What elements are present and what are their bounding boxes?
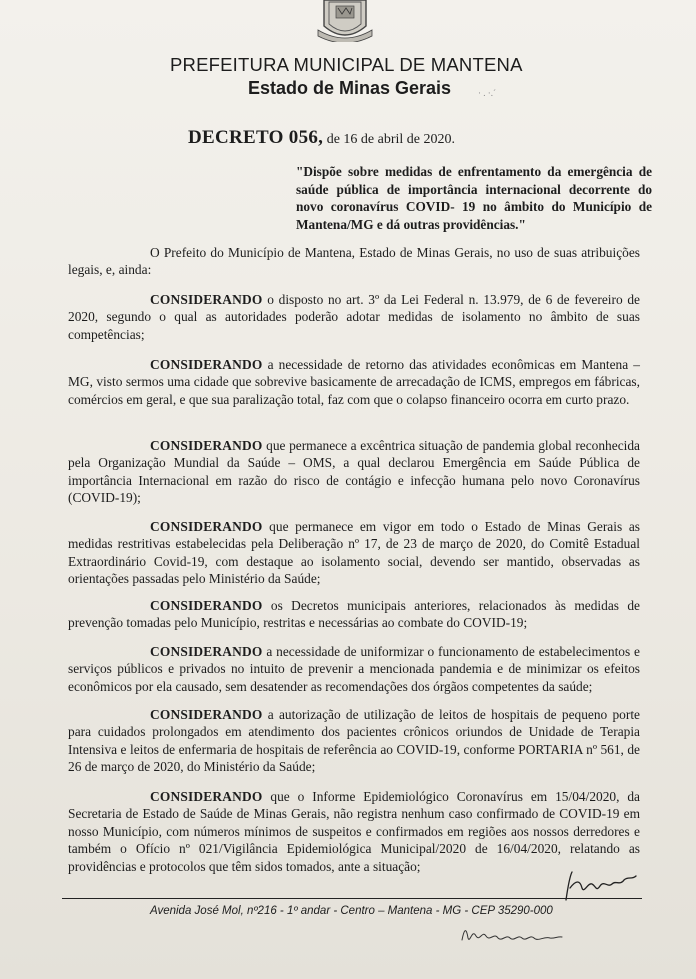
considerando-text: a autorização de utilização de leitos de hospitais de pequeno porte para cuidados prolongados em atendimento dos pacientes crônicos oriundos de Unidade de Terapia Intensiva e leitos de enfermaria de hospitais de referência ao COVID-19, conforme PORTARIA nº 561, de 26 de março de 2020, do Ministério da Saúde; — [68, 707, 640, 775]
considerando-text: os Decretos municipais anteriores, relacionados às medidas de prevenção tomadas pelo Município, restritas e necessárias ao combate do COVID-19; — [68, 598, 640, 631]
footer-divider — [62, 898, 642, 899]
considerando-6 — [68, 643, 640, 695]
considerando-8 — [68, 788, 640, 875]
considerando-label: CONSIDERANDO — [150, 357, 263, 372]
municipal-coat-of-arms — [316, 0, 374, 42]
considerando-3 — [68, 437, 640, 507]
considerando-text: que permanece em vigor em todo o Estado de Minas Gerais as medidas restritivas estabelecidas pela Deliberação nº 17, de 23 de março de 2020, do Comitê Estadual Extraordinário Covid-19, com destaque ao isolamento social, devendo ser mantido, observadas as orientações passadas pelo Ministério da Saúde; — [68, 519, 640, 587]
footer-address: Avenida José Mol, nº216 - 1º andar - Centro – Mantena - MG - CEP 35290-000 — [150, 905, 553, 917]
considerando-text: que permanece a excêntrica situação de pandemia global reconhecida pela Organização Mundial da Saúde – OMS, a qual declarou Emergência em Saúde Pública de importância Internacional em razão do risco de contágio e infecção humana pelo novo Coronavírus (COVID-19); — [68, 438, 640, 506]
considerando-text: a necessidade de retorno das atividades econômicas em Mantena – MG, visto sermos uma cidade que sobrevive basicamente de arrecadação de ICMS, empregos em fábricas, comércios em geral, e que sua paralização total, faz com que o colapso financeiro ocorra em curto prazo. — [68, 357, 640, 407]
decree-title — [188, 127, 455, 149]
considerando-label: CONSIDERANDO — [150, 789, 263, 804]
considerando-label: CONSIDERANDO — [150, 598, 263, 613]
considerando-text: o disposto no art. 3º da Lei Federal n. 13.979, de 6 de fevereiro de 2020, segundo o qual as autoridades poderão adotar medidas de isolamento no âmbito de suas competências; — [68, 292, 640, 342]
scan-speckle: · . ·.´ — [478, 88, 496, 98]
preamble: O Prefeito do Município de Mantena, Estado de Minas Gerais, no uso de suas atribuições legais, e, ainda: — [68, 245, 640, 278]
considerando-1 — [68, 291, 640, 343]
considerando-label: CONSIDERANDO — [150, 519, 263, 534]
considerando-label: CONSIDERANDO — [150, 438, 263, 453]
considerando-label: CONSIDERANDO — [150, 707, 263, 722]
considerando-4 — [68, 518, 640, 588]
decree-summary: "Dispõe sobre medidas de enfrentamento da emergência de saúde pública de importância internacional decorrente do novo coronavírus COVID- 19 no âmbito do Município de Mantena/MG e dá outras providências." — [296, 164, 652, 232]
handwritten-initials — [458, 920, 568, 948]
organization-name: PREFEITURA MUNICIPAL DE MANTENA — [170, 54, 523, 75]
considerando-2 — [68, 356, 640, 408]
decree-number: DECRETO 056, — [188, 127, 324, 148]
state-name: Estado de Minas Gerais — [248, 78, 452, 98]
considerando-7 — [68, 706, 640, 776]
considerando-5 — [68, 597, 640, 632]
considerando-label: CONSIDERANDO — [150, 292, 263, 307]
handwritten-signature — [560, 866, 644, 906]
considerando-text: a necessidade de uniformizar o funcionamento de estabelecimentos e serviços públicos e privados no intuito de prevenir a mencionada pandemia e de minimizar os efeitos econômicos por ela causado, sem desatender as recomendações dos órgãos competentes da saúde; — [68, 644, 640, 694]
considerando-label: CONSIDERANDO — [150, 644, 263, 659]
decree-date: de 16 de abril de 2020. — [323, 132, 456, 147]
considerando-text: que o Informe Epidemiológico Coronavírus em 15/04/2020, da Secretaria de Estado de Saúde de Minas Gerais, não registra nenhum caso confirmado de COVID-19 em nosso Município, com números mínimos de suspeitos e confirmados em regiões aos nossos derredores e também o Ofício nº 021/Vigilância Epidemiológica Municipal/2020 de 16/04/2020, relatando as providências e protocolos que têm sidos tomados, ante a situação; — [68, 789, 640, 874]
